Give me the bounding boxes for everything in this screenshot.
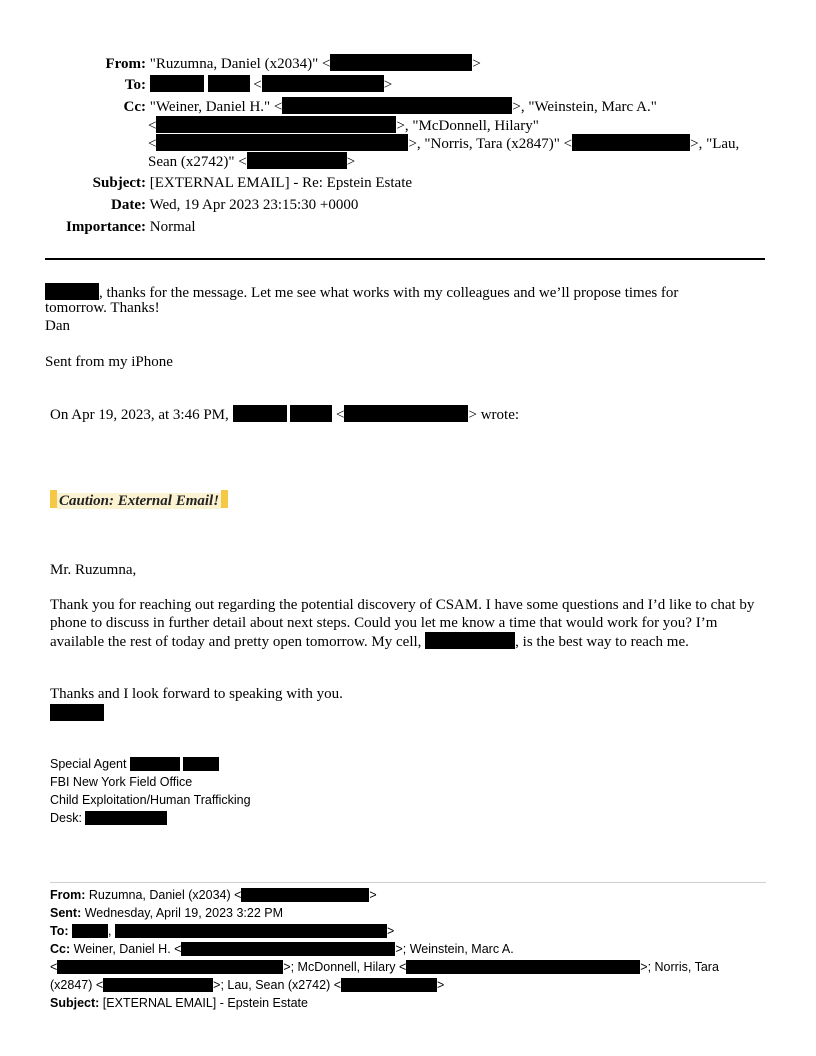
orig-cc-text: >; McDonnell, Hilary < (283, 960, 407, 974)
caution-bar-left (50, 490, 57, 508)
orig-to-row: To: , > (50, 924, 395, 938)
header-cc-row-4 (148, 152, 355, 171)
orig-from-row (50, 888, 377, 902)
angle-open: < (148, 118, 157, 134)
from-name: "Ruzumna, Daniel (x2034)" < (149, 56, 331, 72)
angle-open: < (50, 960, 58, 974)
orig-to-label: To: (50, 924, 69, 938)
orig-subject: [EXTERNAL EMAIL] - Epstein Estate (102, 996, 308, 1010)
angle-open: < (336, 407, 345, 423)
sig-unit: Child Exploitation/Human Trafficking (50, 793, 251, 807)
redaction-block (85, 811, 167, 825)
angle-close: > (386, 924, 395, 938)
cc-text: >, "Norris, Tara (x2847)" < (408, 136, 573, 152)
redaction-block (330, 54, 472, 71)
redaction-block (262, 75, 384, 92)
cc-text: Sean (x2742)" < (148, 154, 247, 170)
orig-subject-row (50, 996, 308, 1010)
redaction-block (45, 283, 99, 300)
reply-signature: Dan (45, 318, 70, 334)
redaction-block (247, 152, 347, 169)
redaction-block (344, 405, 468, 422)
cc-text: >, "McDonnell, Hilary" (396, 118, 539, 134)
orig-cc-row-1 (50, 942, 514, 956)
quote-body-paragraph (50, 596, 766, 651)
orig-cc-text: >; Weinstein, Marc A. (395, 942, 514, 956)
quote-intro (50, 405, 519, 424)
angle-close: > (369, 888, 377, 902)
orig-from: Ruzumna, Daniel (x2034) < (88, 888, 242, 902)
redaction-block (233, 405, 287, 422)
orig-cc-text: Weiner, Daniel H. < (73, 942, 182, 956)
orig-cc-label: Cc: (50, 942, 71, 956)
orig-cc-text: (x2847) < (50, 978, 104, 992)
reply-line-2: tomorrow. Thanks! (45, 300, 160, 316)
orig-cc-text: >; Norris, Tara (640, 960, 719, 974)
header-cc-row-1 (60, 97, 657, 116)
sig-title: Special Agent (50, 757, 127, 771)
orig-cc-text: >; Lau, Sean (x2742) < (213, 978, 342, 992)
reply-text: , thanks for the message. Let me see what works with my colleagues and we’ll propose times for (99, 285, 679, 301)
sig-office: FBI New York Field Office (50, 775, 193, 789)
header-subject-row (60, 175, 412, 192)
orig-cc-row-3 (50, 978, 444, 992)
date-label: Date: (111, 197, 146, 213)
to-label: To: (124, 77, 146, 93)
redaction-block (72, 924, 108, 938)
cc-text: >, "Weinstein, Marc A." (512, 99, 657, 115)
quote-intro-text: On Apr 19, 2023, at 3:46 PM, (50, 407, 229, 423)
angle-open: < (253, 77, 262, 93)
angle-close: > (472, 56, 481, 72)
importance-label: Importance: (66, 219, 146, 235)
sig-title-row (50, 757, 219, 771)
orig-sent-label: Sent: (50, 906, 82, 920)
redaction-block (406, 960, 640, 974)
caution-text: Caution: External Email! (59, 493, 220, 509)
subject-label: Subject: (92, 175, 146, 191)
orig-sent: Wednesday, April 19, 2023 3:22 PM (84, 906, 284, 920)
redaction-block (425, 632, 515, 649)
sig-desk-row (50, 811, 167, 825)
redaction-block (181, 942, 395, 956)
header-from-row (60, 54, 481, 73)
redaction-block (103, 978, 213, 992)
orig-cc-row-2 (50, 960, 719, 974)
angle-close: > (383, 77, 393, 93)
header-to-row (60, 75, 392, 94)
redaction-block (156, 116, 396, 133)
quote-body-text: Thank you for reaching out regarding the potential discovery of CSAM. I have some questions and I’d like to chat by phone to discuss in further detail about next steps. Could you let me know a time that would work for you? I’m available the rest of today and pretty open tomorrow. My cell, (50, 597, 755, 650)
subject-value: [EXTERNAL EMAIL] - Re: Epstein Estate (149, 175, 413, 191)
header-cc-row-2 (148, 116, 539, 135)
redaction-block (57, 960, 283, 974)
angle-close: > (346, 154, 356, 170)
redaction-block (208, 75, 250, 92)
redaction-block (290, 405, 332, 422)
redaction-block (341, 978, 437, 992)
orig-from-label: From: (50, 888, 86, 902)
header-importance-row (60, 219, 196, 236)
cc-text: "Weiner, Daniel H." < (149, 99, 283, 115)
caution-banner (50, 490, 228, 510)
redaction-block (50, 704, 104, 721)
quote-wrote: > wrote: (468, 407, 520, 423)
cc-label: Cc: (123, 99, 146, 115)
redaction-block (115, 924, 387, 938)
quote-signer (50, 704, 104, 723)
original-divider (50, 882, 766, 883)
redaction-block (282, 97, 512, 114)
header-cc-row-3 (148, 134, 739, 153)
angle-open: < (148, 136, 157, 152)
redaction-block (572, 134, 690, 151)
sig-desk-label: Desk: (50, 811, 82, 825)
quote-body-end: , is the best way to reach me. (515, 634, 689, 650)
angle-close: > (437, 978, 445, 992)
header-date-row (60, 197, 358, 214)
redaction-block (150, 75, 204, 92)
header-divider (45, 258, 765, 260)
cc-text: >, "Lau, (690, 136, 740, 152)
orig-sent-row (50, 906, 283, 920)
from-label: From: (105, 56, 146, 72)
redaction-block (156, 134, 408, 151)
sent-from-line: Sent from my iPhone (45, 354, 173, 370)
orig-subject-label: Subject: (50, 996, 100, 1010)
redaction-block (241, 888, 369, 902)
importance-value: Normal (149, 219, 196, 235)
redaction-block (183, 757, 219, 771)
caution-bar-right (221, 490, 228, 508)
redaction-block (130, 757, 180, 771)
quote-greeting: Mr. Ruzumna, (50, 562, 137, 578)
date-value: Wed, 19 Apr 2023 23:15:30 +0000 (149, 197, 359, 213)
quote-closing: Thanks and I look forward to speaking with you. (50, 686, 343, 702)
